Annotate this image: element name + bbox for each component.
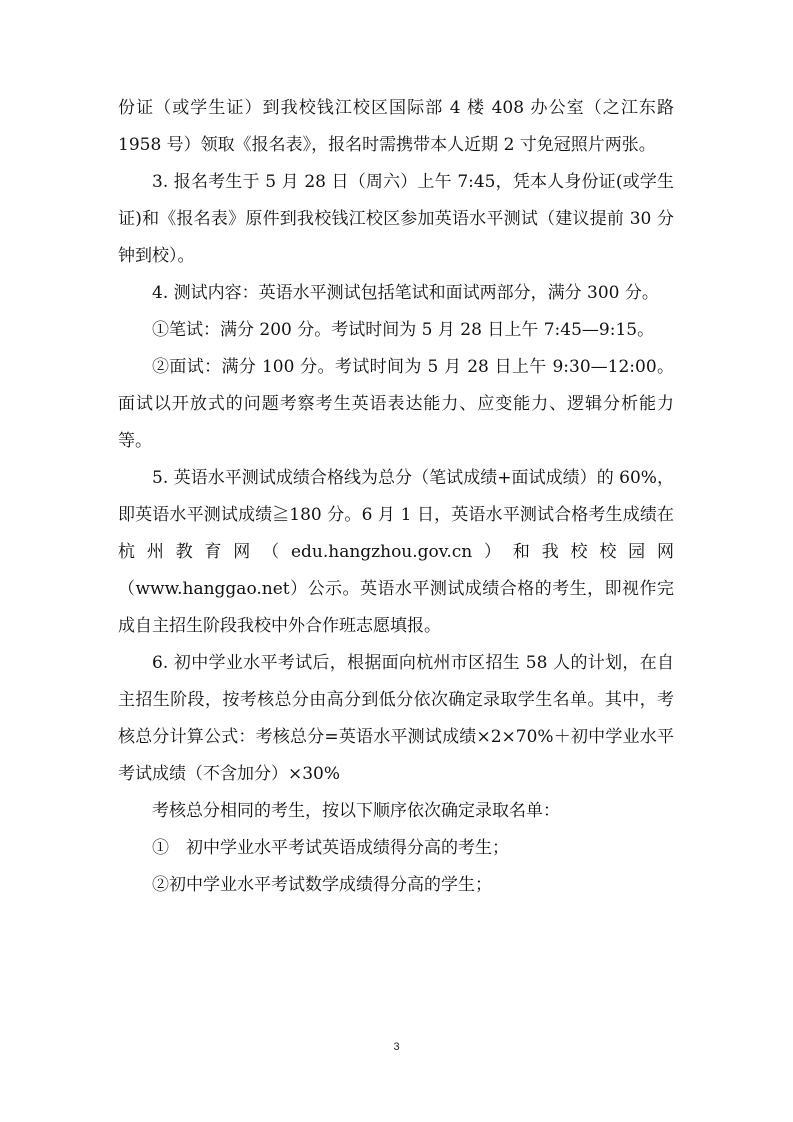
paragraph-written-test: ①笔试：满分 200 分。考试时间为 5 月 28 日上午 7:45—9:15。 [152,320,655,340]
paragraph-item-3-test-date: 3. 报名考生于 5 月 28 日（周六）上午 7:45，凭本人身份证(或学生证)和《报名表》原件到我校钱江校区参加英语水平测试（建议提前 30 分钟到校）。 [118,172,674,266]
page-number: 3 [393,1041,400,1053]
paragraph-item-5-pass-line: 5. 英语水平测试成绩合格线为总分（笔试成绩+面试成绩）的 60%，即英语水平测试成绩≧180 分。6 月 1 日，英语水平测试合格考生成绩在杭州教育网（edu.hangzhou.gov.cn）和我校校园网（www.hanggao.net）公示。英语水平测试成绩合格的考生，即视作完成自主招生阶段我校中外合作班志愿填报。 [118,468,674,636]
paragraph-item-4-test-content: 4. 测试内容：英语水平测试包括笔试和面试两部分，满分 300 分。 [152,283,659,303]
document-body [118,90,674,904]
paragraph-tie-break-math: ②初中学业水平考试数学成绩得分高的学生； [152,875,492,895]
paragraph-tie-break-english: ① 初中学业水平考试英语成绩得分高的考生； [152,838,509,858]
paragraph-item-6-admission: 6. 初中学业水平考试后，根据面向杭州市区招生 58 人的计划，在自主招生阶段，按考核总分由高分到低分依次确定录取学生名单。其中，考核总分计算公式：考核总分=英语水平测试成绩×2×70%＋初中学业水平考试成绩（不含加分）×30% [118,653,674,784]
paragraph-registration-pickup: 份证（或学生证）到我校钱江校区国际部 4 楼 408 办公室（之江东路 1958 号）领取《报名表》，报名时需携带本人近期 2 寸免冠照片两张。 [118,98,674,155]
paragraph-interview: ②面试：满分 100 分。考试时间为 5 月 28 日上午 9:30—12:00。面试以开放式的问题考察考生英语表达能力、应变能力、逻辑分析能力等。 [118,357,674,451]
paragraph-tie-break-intro: 考核总分相同的考生，按以下顺序依次确定录取名单： [152,801,560,821]
